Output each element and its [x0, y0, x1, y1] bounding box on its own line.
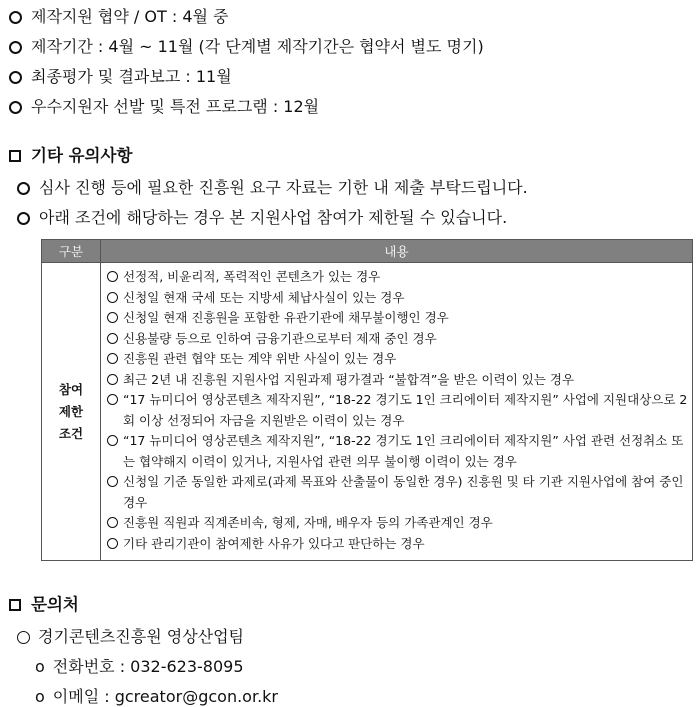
- circle-bullet-icon: [9, 41, 22, 54]
- list-item: 신청일 현재 진흥원을 포함한 유관기관에 채무불이행인 경우: [107, 308, 692, 329]
- list-item: 진흥원 직원과 직계존비속, 형제, 자매, 배우자 등의 가족관계인 경우: [107, 513, 692, 534]
- category-cell: 참여 제한 조건: [42, 263, 101, 561]
- circle-bullet-icon: [107, 517, 118, 528]
- section-heading-contact: 문의처: [9, 591, 79, 615]
- schedule-item: 우수지원자 선발 및 특전 프로그램 : 12월: [9, 94, 319, 117]
- contact-marker: o: [35, 657, 45, 676]
- contact-email: o 이메일 : gcreator@gcon.or.kr: [35, 687, 278, 706]
- section-heading-notes: 기타 유의사항: [9, 142, 132, 166]
- schedule-item: 제작지원 협약 / OT : 4월 중: [9, 4, 229, 27]
- circle-bullet-icon: [107, 353, 118, 364]
- circle-bullet-icon: [107, 538, 118, 549]
- list-item: 진흥원 관련 협약 또는 계약 위반 사실이 있는 경우: [107, 349, 692, 370]
- circle-bullet-icon: [107, 333, 118, 344]
- schedule-item: 제작기간 : 4월 ~ 11월 (각 단계별 제작기간은 협약서 별도 명기): [9, 34, 484, 57]
- circle-bullet-icon: [9, 11, 22, 24]
- circle-bullet-icon: [107, 394, 118, 405]
- note-item: 심사 진행 등에 필요한 진흥원 요구 자료는 기한 내 제출 부탁드립니다.: [17, 175, 528, 198]
- table-row: [42, 263, 693, 561]
- circle-bullet-icon: [107, 271, 118, 282]
- schedule-item: 최종평가 및 결과보고 : 11월: [9, 64, 232, 87]
- circle-bullet-icon: [107, 312, 118, 323]
- list-item: “17 뉴미디어 영상콘텐츠 제작지원”, “18-22 경기도 1인 크리에이터 제작지원” 사업 관련 선정취소 또는 협약해지 이력이 있거나, 지원사업 관련 의무 불이행 이력이 있는 경우: [107, 431, 692, 472]
- contact-phone: o 전화번호 : 032-623-8095: [35, 657, 244, 676]
- list-item: “17 뉴미디어 영상콘텐츠 제작지원”, “18-22 경기도 1인 크리에이터 제작지원” 사업에 지원대상으로 2회 이상 선정되어 자금을 지원받은 이력이 있는 경우: [107, 390, 692, 431]
- table-header-row: [42, 240, 693, 263]
- circle-bullet-icon: [9, 101, 22, 114]
- circle-bullet-icon: [17, 182, 30, 195]
- circle-bullet-icon: [17, 212, 30, 225]
- circle-bullet-icon: [107, 374, 118, 385]
- list-item: 선정적, 비윤리적, 폭력적인 콘텐츠가 있는 경우: [107, 267, 692, 288]
- list-item: 신청일 현재 국세 또는 지방세 체납사실이 있는 경우: [107, 288, 692, 309]
- contact-org: 경기콘텐츠진흥원 영상산업팀: [17, 624, 244, 647]
- circle-bullet-icon: [107, 476, 118, 487]
- list-item: 기타 관리기관이 참여제한 사유가 있다고 판단하는 경우: [107, 534, 692, 555]
- circle-bullet-icon: [17, 631, 30, 644]
- restriction-table: [41, 239, 693, 561]
- square-bullet-icon: [9, 150, 21, 162]
- list-item: 최근 2년 내 진흥원 지원사업 지원과제 평가결과 “불합격”을 받은 이력이 있는 경우: [107, 370, 692, 391]
- circle-bullet-icon: [107, 435, 118, 446]
- note-item: 아래 조건에 해당하는 경우 본 지원사업 참여가 제한될 수 있습니다.: [17, 205, 507, 228]
- content-cell: [101, 263, 693, 561]
- contact-marker: o: [35, 687, 45, 706]
- list-item: 신용불량 등으로 인하여 금융기관으로부터 제재 중인 경우: [107, 329, 692, 350]
- circle-bullet-icon: [9, 71, 22, 84]
- list-item: 신청일 기준 동일한 과제로(과제 목표와 산출물이 동일한 경우) 진흥원 및 타 기관 지원사업에 참여 중인 경우: [107, 472, 692, 513]
- header-content: 내용: [101, 240, 693, 263]
- square-bullet-icon: [9, 599, 21, 611]
- header-category: 구분: [42, 240, 101, 263]
- circle-bullet-icon: [107, 292, 118, 303]
